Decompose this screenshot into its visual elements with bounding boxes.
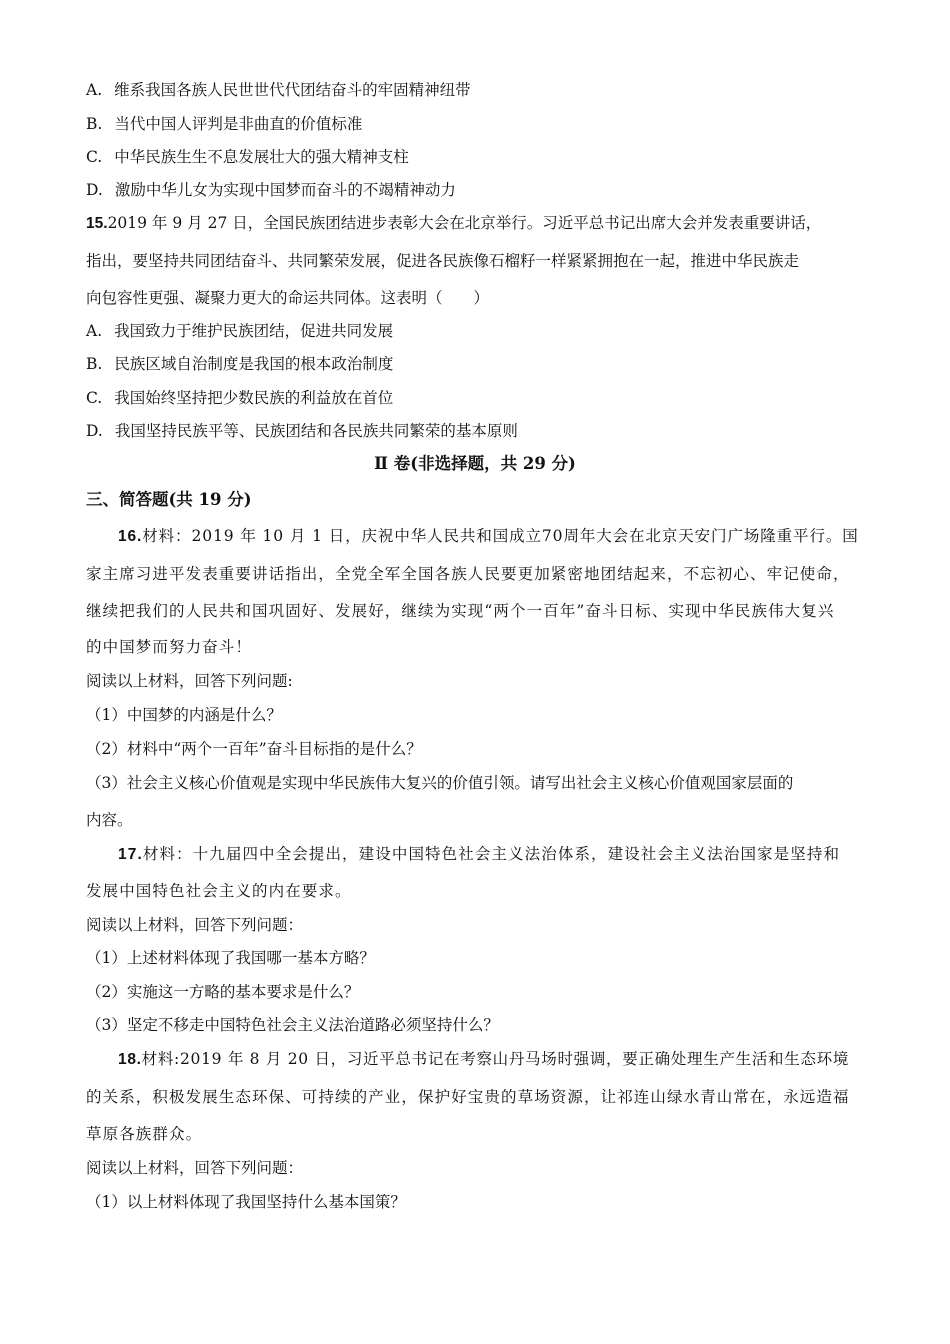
option-letter: D. [86, 422, 103, 440]
q14-option-c [86, 147, 858, 167]
option-text: 我国坚持民族平等、民族团结和各民族共同繁荣的基本原则 [114, 422, 518, 440]
stem-text: 2019 年 9 月 27 日，全国民族团结进步表彰大会在北京举行。习近平总书记出席大会并发表重要讲话， [107, 214, 822, 232]
q16-question-2: （2）材料中“两个一百年”奋斗目标指的是什么？ [86, 740, 422, 758]
q14-option-d [86, 180, 858, 200]
q15-stem-line-3: 向包容性更强、凝聚力更大的命运共同体。这表明（ ） [86, 289, 490, 307]
option-text: 中华民族生生不息发展壮大的强大精神支柱 [114, 148, 409, 166]
q16-material-line-4: 的中国梦而努力奋斗！ [86, 638, 253, 656]
q15-option-d [86, 421, 858, 441]
material-text: 材料：2019 年 10 月 1 日，庆祝中华人民共和国成立70周年大会在北京天安门广场隆重平行。国 [142, 527, 859, 545]
option-letter: B. [86, 115, 103, 133]
q16-material-line-2: 家主席习进平发表重要讲话指出，全党全军全国各族人民要更加紧密地团结起来，不忘初心、牢记使命， [86, 565, 850, 583]
option-letter: B. [86, 355, 103, 373]
q15-stem-line-2: 指出，要坚持共同团结奋斗、共同繁荣发展，促进各民族像石榴籽一样紧紧拥抱在一起，推进中华民族走 [86, 252, 800, 270]
q16-prompt: 阅读以上材料，回答下列问题: [86, 672, 293, 690]
option-text: 维系我国各族人民世世代代团结奋斗的牢固精神纽带 [114, 81, 471, 99]
q14-option-a [86, 80, 858, 100]
option-text: 民族区域自治制度是我国的根本政治制度 [114, 355, 394, 373]
q15-option-a [86, 321, 858, 341]
q17-question-1: （1）上述材料体现了我国哪一基本方略？ [86, 949, 375, 967]
q17-question-2: （2）实施这一方略的基本要求是什么？ [86, 983, 360, 1001]
q17-material-line-1 [118, 844, 858, 865]
q18-material-line-1 [118, 1049, 858, 1070]
question-number: 18. [118, 1051, 142, 1068]
section3-title: 三、简答题(共 19 分) [86, 490, 252, 509]
material-text: 材料：十九届四中全会提出，建设中国特色社会主义法治体系，建设社会主义法治国家是坚持和 [142, 845, 841, 863]
q15-option-b [86, 354, 858, 374]
q15-option-c [86, 388, 858, 408]
material-text: 材料:2019 年 8 月 20 日，习近平总书记在考察山丹马场时强调，要正确处理生产生活和生态环境 [141, 1050, 850, 1068]
q14-option-b [86, 114, 858, 134]
option-text: 我国始终坚持把少数民族的利益放在首位 [114, 389, 394, 407]
question-number: 15. [86, 215, 108, 232]
q17-question-3: （3）坚定不移走中国特色社会主义法治道路必须坚持什么？ [86, 1016, 499, 1034]
q16-question-1: （1）中国梦的内涵是什么？ [86, 706, 282, 724]
q16-material-line-3: 继续把我们的人民共和国巩固好、发展好，继续为实现“两个一百年”奋斗日标、实现中华民族伟大复兴 [86, 602, 835, 620]
part2-title: Ⅱ 卷(非选择题，共 29 分) [374, 454, 576, 473]
q16-question-3: （3）社会主义核心价值观是实现中华民族伟大复兴的价值引领。请写出社会主义核心价值观国家层面的 [86, 774, 794, 792]
option-text: 我国致力于维护民族团结，促进共同发展 [114, 322, 394, 340]
q17-prompt: 阅读以上材料，回答下列问题： [86, 916, 304, 934]
option-text: 当代中国人评判是非曲直的价值标准 [114, 115, 363, 133]
option-letter: A. [86, 322, 103, 340]
q15-stem-line-1 [86, 213, 858, 234]
q18-material-line-2: 的关系，积极发展生态环保、可持续的产业，保护好宝贵的草场资源，让祁连山绿水青山常在，永远造福 [86, 1088, 850, 1106]
q18-material-line-3: 草原各族群众。 [86, 1125, 203, 1143]
option-letter: C. [86, 389, 103, 407]
q16-question-3-cont: 内容。 [86, 811, 133, 829]
option-letter: A. [86, 81, 103, 99]
question-number: 16. [118, 528, 143, 545]
q18-prompt: 阅读以上材料，回答下列问题： [86, 1159, 304, 1177]
q17-material-line-2: 发展中国特色社会主义的内在要求。 [86, 882, 352, 900]
q18-question-1: （1）以上材料体现了我国坚持什么基本国策？ [86, 1193, 406, 1211]
question-number: 17. [118, 846, 143, 863]
option-text: 激励中华儿女为实现中国梦而奋斗的不竭精神动力 [114, 181, 456, 199]
option-letter: D. [86, 181, 103, 199]
option-letter: C. [86, 148, 103, 166]
q16-material-line-1 [118, 526, 858, 547]
